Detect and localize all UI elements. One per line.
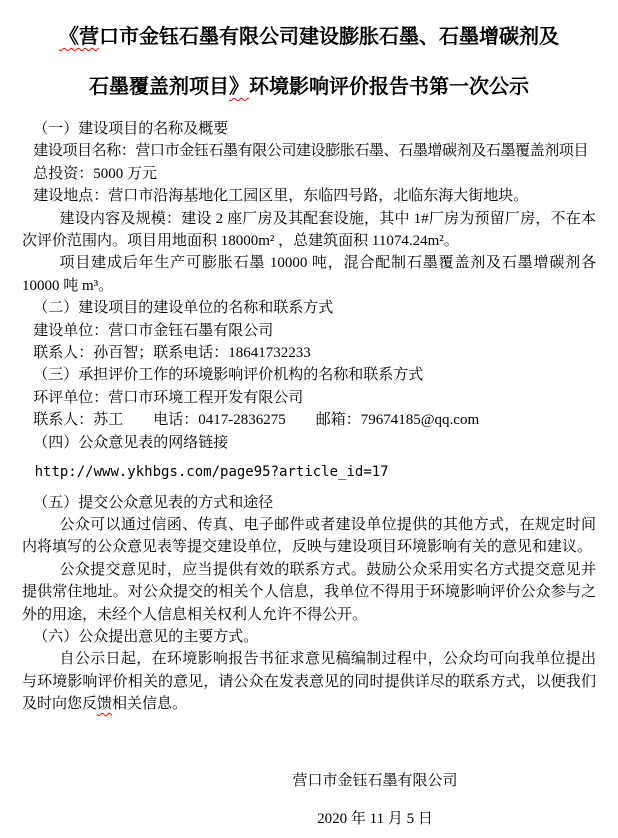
signature-company: 营口市金钰石墨有限公司 [292, 772, 458, 789]
opinion-text: 自公示日起，在环境影响报告书征求意见稿编制过程中，公众均可向我单位提出与环境影响评价相关的意见，请公众在发表意见的同时提供详尽的联系方式，以便我们及时向您反 [22, 651, 596, 713]
eia-contact-line: 联系人：苏工 电话：0417-2836275 邮箱：79674185@qq.com [33, 412, 480, 429]
spellcheck-underline: 馈 [97, 696, 113, 713]
signature-date: 2020 年 11 月 5 日 [317, 810, 433, 827]
section-1-heading: （一）建设项目的名称及概要 [33, 121, 229, 137]
spellcheck-underline: 》 [229, 76, 249, 98]
section-6-heading: （六）公众提出意见的主要方式。 [33, 628, 259, 645]
section-2-heading: （二）建设项目的建设单位的名称和联系方式 [33, 300, 334, 317]
scale-paragraph: 建设内容及规模：建设 2 座厂房及其配套设施，其中 1#厂房为预留厂房，不在本次评价范围内。项目用地面积 18000m² ，总建筑面积 11074.24m²。 [22, 210, 596, 250]
title-line-2-text: 石墨覆盖剂项目 [89, 76, 229, 98]
document-body [22, 118, 596, 716]
eia-unit-line: 环评单位：营口市环境工程开发有限公司 [33, 389, 304, 406]
section-3-heading: （三）承担评价工作的环境影响评价机构的名称和联系方式 [33, 367, 424, 384]
title-line-2 [22, 62, 596, 112]
opinion-period-paragraph [22, 648, 596, 715]
capacity-paragraph: 项目建成后年生产可膨胀石墨 10000 吨，混合配制石墨覆盖剂及石墨增碳剂各 10000 吨 m³。 [22, 255, 596, 294]
builder-unit-line: 建设单位：营口市金钰石墨有限公司 [33, 322, 274, 339]
privacy-paragraph: 公众提交意见时，应当提供有效的联系方式。鼓励公众采用实名方式提交意见并提供常住地址。对公众提交的相关个人信息，我单位不得用于环境影响评价公众参与之外的用途，未经个人信息相关权利人允许不得公开。 [22, 561, 596, 623]
signature-block [0, 762, 618, 838]
section-4-heading: （四）公众意见表的网络链接 [33, 434, 229, 451]
spellcheck-underline: 《营 [59, 26, 99, 48]
title-line-2-text-rest: 环境影响评价报告书第一次公示 [249, 76, 529, 98]
title-line-1-text: 口市金钰石墨有限公司建设膨胀石墨、石墨增碳剂及 [99, 26, 559, 48]
opinion-text-rest: 相关信息。 [112, 696, 188, 713]
location-line: 建设地点：营口市沿海基地化工园区里，东临四号路，北临东海大街地块。 [33, 188, 529, 205]
builder-contact-line: 联系人：孙百智；联系电话：18641732233 [33, 345, 311, 362]
document-title [22, 12, 596, 112]
project-name-line: 建设项目名称：营口市金钰石墨有限公司建设膨胀石墨、石墨增碳剂及石墨覆盖剂项目 [33, 143, 589, 160]
title-line-1 [22, 12, 596, 62]
submission-methods-paragraph: 公众可以通过信函、传真、电子邮件或者建设单位提供的其他方式，在规定时间内将填写的公众意见表等提交建设单位，反映与建设项目环境影响有关的意见和建议。 [22, 516, 596, 556]
feedback-form-url: http://www.ykhbgs.com/page95?article_id=17 [34, 464, 389, 481]
section-5-heading: （五）提交公众意见表的方式和途径 [33, 494, 274, 511]
document-page [0, 12, 618, 827]
investment-line: 总投资：5000 万元 [33, 165, 158, 182]
